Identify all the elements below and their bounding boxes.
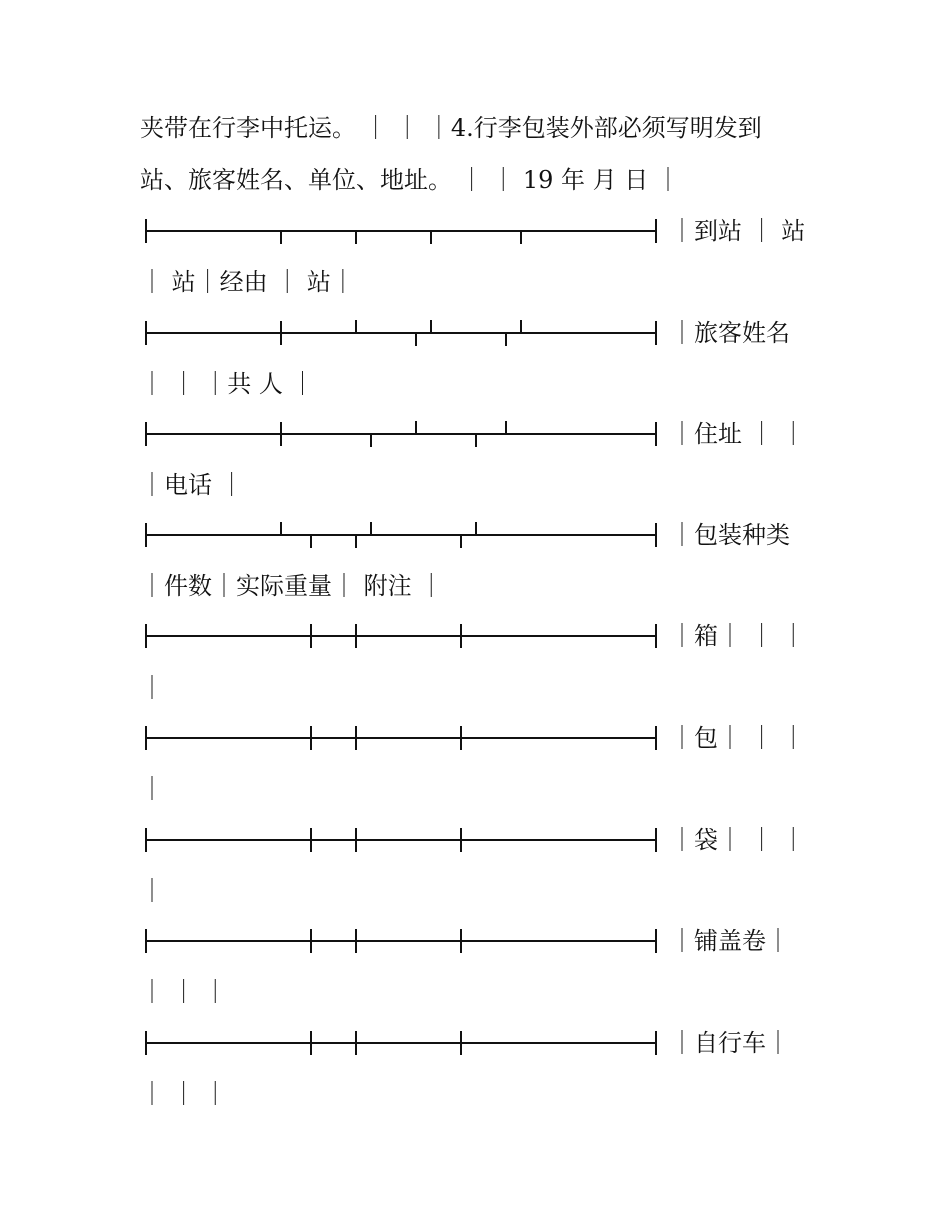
rule-cap-left (145, 929, 147, 953)
text-line-20: ｜ ｜ ｜ (140, 1080, 228, 1108)
row-2-label: ｜旅客姓名 (670, 319, 790, 347)
rule-tick (460, 624, 462, 648)
rule-cap-right (655, 219, 657, 243)
table-rule-row-2 (145, 318, 657, 348)
rule-tick (460, 929, 462, 953)
rule-tick (280, 422, 282, 446)
rule-cap-left (145, 624, 147, 648)
rule-tick (520, 231, 522, 244)
table-rule-row-9 (145, 1028, 657, 1058)
row-7-label: ｜袋｜ ｜ ｜ (670, 826, 806, 854)
rule-tick (355, 828, 357, 852)
rule-cap-left (145, 321, 147, 345)
rule-tick (280, 522, 282, 535)
text-line-1: 夹带在行李中托运。 ｜ ｜ ｜4.行李包装外部必须写明发到 (140, 114, 762, 142)
table-rule-row-1 (145, 216, 657, 246)
rule-cap-right (655, 422, 657, 446)
row-3-label: ｜住址 ｜ ｜ (670, 420, 806, 448)
rule-tick (310, 624, 312, 648)
rule-tick (370, 522, 372, 535)
table-rule-row-6 (145, 723, 657, 753)
rule-tick (355, 535, 357, 548)
rule-tick (355, 1031, 357, 1055)
rule-tick (310, 1031, 312, 1055)
rule-cap-right (655, 321, 657, 345)
rule-cap-right (655, 726, 657, 750)
row-4-label: ｜包装种类 (670, 521, 790, 549)
rule-tick (460, 726, 462, 750)
rule-cap-left (145, 422, 147, 446)
rule-line (145, 839, 657, 841)
rule-tick (355, 624, 357, 648)
rule-line (145, 737, 657, 739)
rule-tick (370, 434, 372, 447)
rule-tick (415, 421, 417, 434)
table-rule-row-4 (145, 520, 657, 550)
rule-tick (460, 1031, 462, 1055)
row-8-label: ｜铺盖卷｜ (670, 927, 790, 955)
table-rule-row-3 (145, 419, 657, 449)
rule-tick (355, 929, 357, 953)
text-line-18: ｜ ｜ ｜ (140, 978, 228, 1006)
rule-tick (460, 535, 462, 548)
text-line-10: ｜件数｜实际重量｜ 附注 ｜ (140, 572, 444, 600)
rule-cap-left (145, 828, 147, 852)
rule-tick (310, 929, 312, 953)
rule-tick (310, 828, 312, 852)
rule-tick (475, 522, 477, 535)
text-line-12: ｜ (140, 674, 164, 702)
row-1-label: ｜到站 ｜ 站 (670, 217, 806, 245)
rule-line (145, 1042, 657, 1044)
row-9-label: ｜自行车｜ (670, 1029, 790, 1057)
rule-tick (310, 535, 312, 548)
rule-cap-right (655, 523, 657, 547)
text-line-2: 站、旅客姓名、单位、地址。 ｜ ｜ 19 年 月 日 ｜ (140, 166, 680, 194)
row-5-label: ｜箱｜ ｜ ｜ (670, 622, 806, 650)
rule-cap-right (655, 624, 657, 648)
table-rule-row-8 (145, 926, 657, 956)
rule-tick (475, 434, 477, 447)
text-line-16: ｜ (140, 877, 164, 905)
rule-cap-left (145, 1031, 147, 1055)
rule-cap-left (145, 523, 147, 547)
rule-tick (430, 320, 432, 333)
text-line-4: ｜ 站｜经由 ｜ 站｜ (140, 268, 355, 296)
rule-line (145, 230, 657, 232)
rule-tick (280, 231, 282, 244)
rule-tick (505, 421, 507, 434)
table-rule-row-7 (145, 825, 657, 855)
rule-line (145, 940, 657, 942)
rule-tick (415, 333, 417, 346)
rule-line (145, 534, 657, 536)
rule-cap-right (655, 828, 657, 852)
rule-cap-right (655, 1031, 657, 1055)
rule-line (145, 332, 657, 334)
rule-tick (355, 231, 357, 244)
rule-cap-left (145, 219, 147, 243)
rule-tick (355, 726, 357, 750)
rule-cap-right (655, 929, 657, 953)
rule-line (145, 635, 657, 637)
rule-cap-left (145, 726, 147, 750)
rule-tick (355, 320, 357, 333)
text-line-8: ｜电话 ｜ (140, 471, 244, 499)
rule-tick (280, 321, 282, 345)
text-line-14: ｜ (140, 775, 164, 803)
rule-tick (430, 231, 432, 244)
rule-line (145, 433, 657, 435)
row-6-label: ｜包｜ ｜ ｜ (670, 724, 806, 752)
rule-tick (310, 726, 312, 750)
text-line-6: ｜ ｜ ｜共 人 ｜ (140, 370, 315, 398)
rule-tick (460, 828, 462, 852)
rule-tick (505, 333, 507, 346)
table-rule-row-5 (145, 621, 657, 651)
rule-tick (520, 320, 522, 333)
